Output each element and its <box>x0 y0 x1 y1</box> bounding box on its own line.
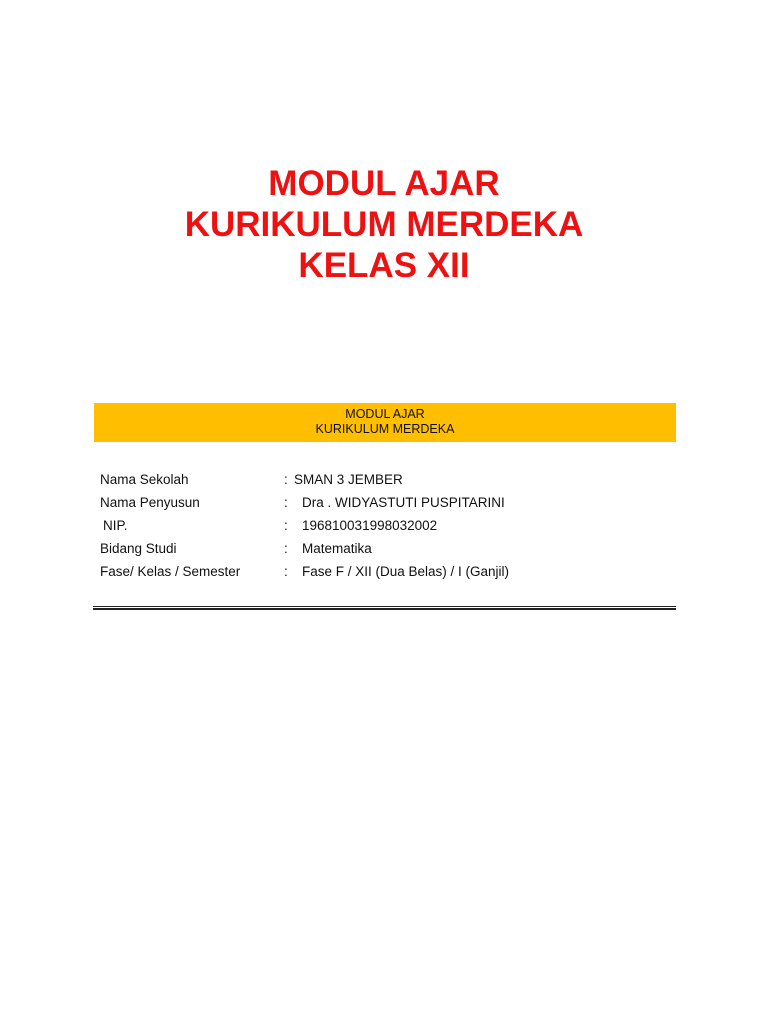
info-value: SMAN 3 JEMBER <box>294 472 403 487</box>
info-value: 196810031998032002 <box>302 518 438 533</box>
info-label: Fase/ Kelas / Semester <box>100 564 241 579</box>
info-row-subject <box>100 537 660 560</box>
info-row-school <box>100 468 660 491</box>
cover-title <box>0 163 768 286</box>
info-value: Matematika <box>302 541 372 556</box>
info-label: NIP. <box>103 518 128 533</box>
divider-thick <box>93 608 676 610</box>
info-colon: : <box>284 495 288 510</box>
info-label: Nama Sekolah <box>100 472 189 487</box>
banner-line-1: MODUL AJAR <box>345 407 425 421</box>
cover-title-line-2: KURIKULUM MERDEKA <box>184 205 584 244</box>
cover-title-line-3: KELAS XII <box>298 246 470 285</box>
info-table <box>100 468 660 583</box>
info-value: Fase F / XII (Dua Belas) / I (Ganjil) <box>302 564 510 579</box>
info-colon: : <box>284 472 288 487</box>
cover-title-line-1: MODUL AJAR <box>268 164 500 203</box>
info-row-author <box>100 491 660 514</box>
info-colon: : <box>284 564 288 579</box>
divider-thin <box>93 606 676 607</box>
info-colon: : <box>284 518 288 533</box>
info-label: Bidang Studi <box>100 541 177 556</box>
info-row-nip <box>100 514 660 537</box>
info-value: Dra . WIDYASTUTI PUSPITARINI <box>302 495 505 510</box>
info-colon: : <box>284 541 288 556</box>
info-row-phase <box>100 560 660 583</box>
header-banner <box>94 403 676 442</box>
info-label: Nama Penyusun <box>100 495 200 510</box>
banner-line-2: KURIKULUM MERDEKA <box>315 422 455 436</box>
